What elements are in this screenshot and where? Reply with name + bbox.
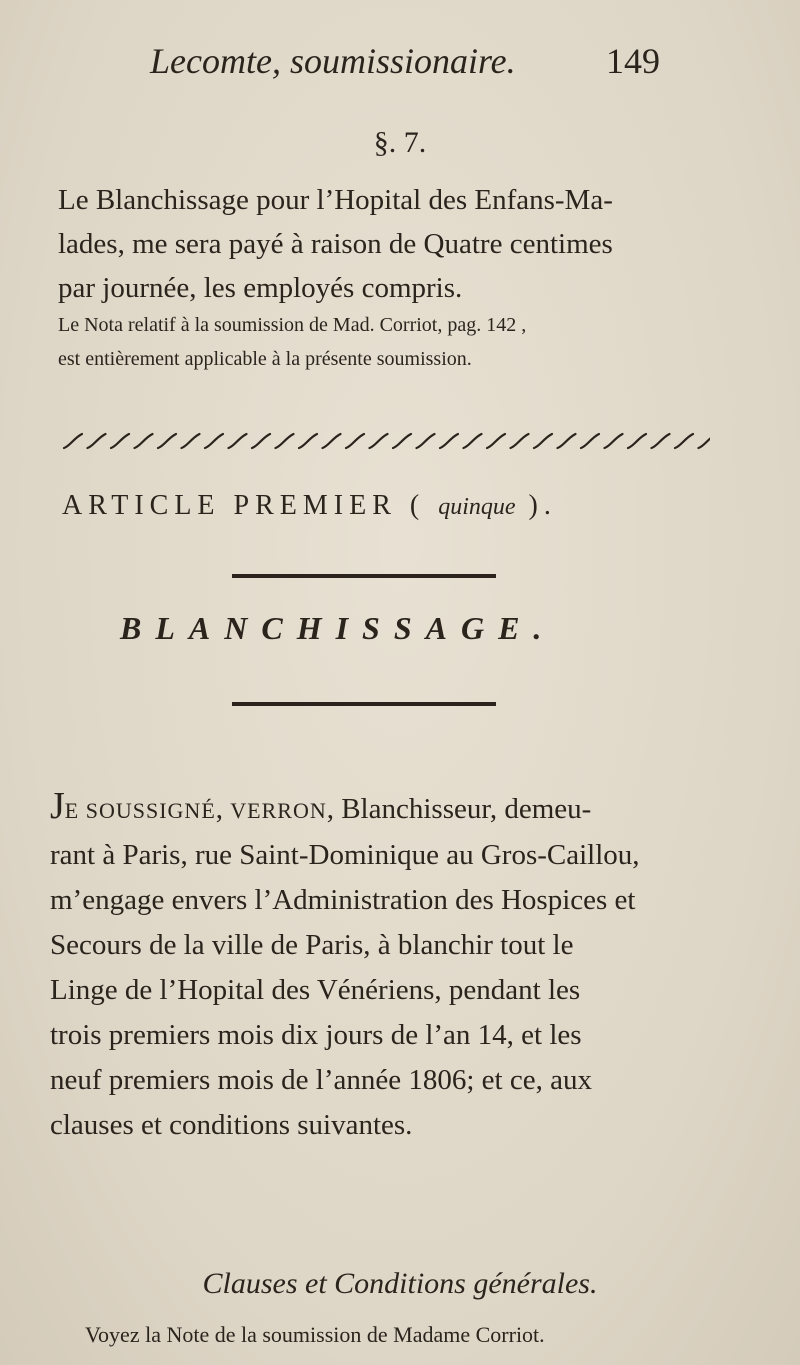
ornament-swash (135, 434, 153, 448)
paragraph-line: par journée, les employés compris. (58, 272, 463, 304)
blanchissage-heading: BLANCHISSAGE. (120, 610, 556, 646)
ornament-swash (652, 434, 670, 448)
ornament-swash (276, 434, 294, 448)
ornament-swash (511, 434, 529, 448)
ornament-swash (64, 434, 82, 448)
ornament-swash (417, 434, 435, 448)
ornament-swash (323, 434, 341, 448)
paragraph-line: clauses et conditions suivantes. (50, 1109, 413, 1141)
footnote-voyez: Voyez la Note de la soumission de Madame Corriot. (85, 1322, 545, 1347)
paragraph-line: neuf premiers mois de l’année 1806; et ce, aux (50, 1064, 592, 1096)
paragraph-line: JE SOUSSIGNÉ, VERRON, Blanchisseur, demeu- (50, 785, 592, 827)
ornament-swash (370, 434, 388, 448)
line-rest: , Blanchisseur, demeu- (326, 793, 592, 825)
nota-line: Le Nota relatif à la soumission de Mad. Corriot, pag. 142 , (58, 314, 527, 336)
article-heading (62, 490, 762, 522)
paragraph-verron-soumission (50, 784, 750, 1148)
ornament-swash (111, 434, 129, 448)
ornament-swash (675, 434, 693, 448)
drop-cap: J (50, 785, 65, 827)
paragraph-blanchissage-enfans-malades (58, 178, 748, 310)
paragraph-line: Le Blanchissage pour l’Hopital des Enfans-Ma- (58, 184, 613, 216)
ornament-swash (88, 434, 106, 448)
ornament-swash (299, 434, 317, 448)
ornament-swash (346, 434, 364, 448)
paragraph-line: trois premiers mois dix jours de l’an 14, et les (50, 1019, 582, 1051)
running-head-title: Lecomte, soumissionaire. (150, 41, 516, 81)
ornament-swash (558, 434, 576, 448)
running-head (150, 40, 660, 90)
small-caps-soussigne: E SOUSSIGNÉ (64, 798, 216, 823)
ornament-swash (487, 434, 505, 448)
article-heading-text: ARTICLE PREMIER ( (62, 490, 426, 521)
ornament-swash (605, 434, 623, 448)
ornament-swash (699, 434, 711, 448)
clauses-heading: Clauses et Conditions générales. (202, 1267, 598, 1300)
article-close: ). (528, 490, 557, 521)
section-mark: §. 7. (373, 126, 427, 159)
divider-top (232, 574, 496, 578)
paragraph-line: rant à Paris, rue Saint-Dominique au Gros-Caillou, (50, 839, 640, 871)
paragraph-line: Secours de la ville de Paris, à blanchir tout le (50, 929, 574, 961)
nota-line: est entièrement applicable à la présente soumission. (58, 348, 472, 370)
ornament-swash (440, 434, 458, 448)
ornamental-rule (58, 430, 710, 454)
nota-paragraph (58, 308, 748, 376)
paragraph-line: m’engage envers l’Administration des Hospices et (50, 884, 636, 916)
ornament-swash (464, 434, 482, 448)
ornament-swash (158, 434, 176, 448)
divider-bottom (232, 702, 496, 706)
small-caps-name: VERRON (230, 798, 327, 823)
ornament-swash (205, 434, 223, 448)
ornament-swash (534, 434, 552, 448)
ornament-swash (393, 434, 411, 448)
paragraph-line: lades, me sera payé à raison de Quatre centimes (58, 228, 613, 260)
article-quinque: quinque (438, 494, 516, 520)
ornament-swash (182, 434, 200, 448)
ornament-swash (628, 434, 646, 448)
paragraph-line: Linge de l’Hopital des Vénériens, pendant les (50, 974, 581, 1006)
page-number: 149 (606, 41, 660, 81)
ornament-swash (229, 434, 247, 448)
ornament-swash (252, 434, 270, 448)
ornament-swash (581, 434, 599, 448)
